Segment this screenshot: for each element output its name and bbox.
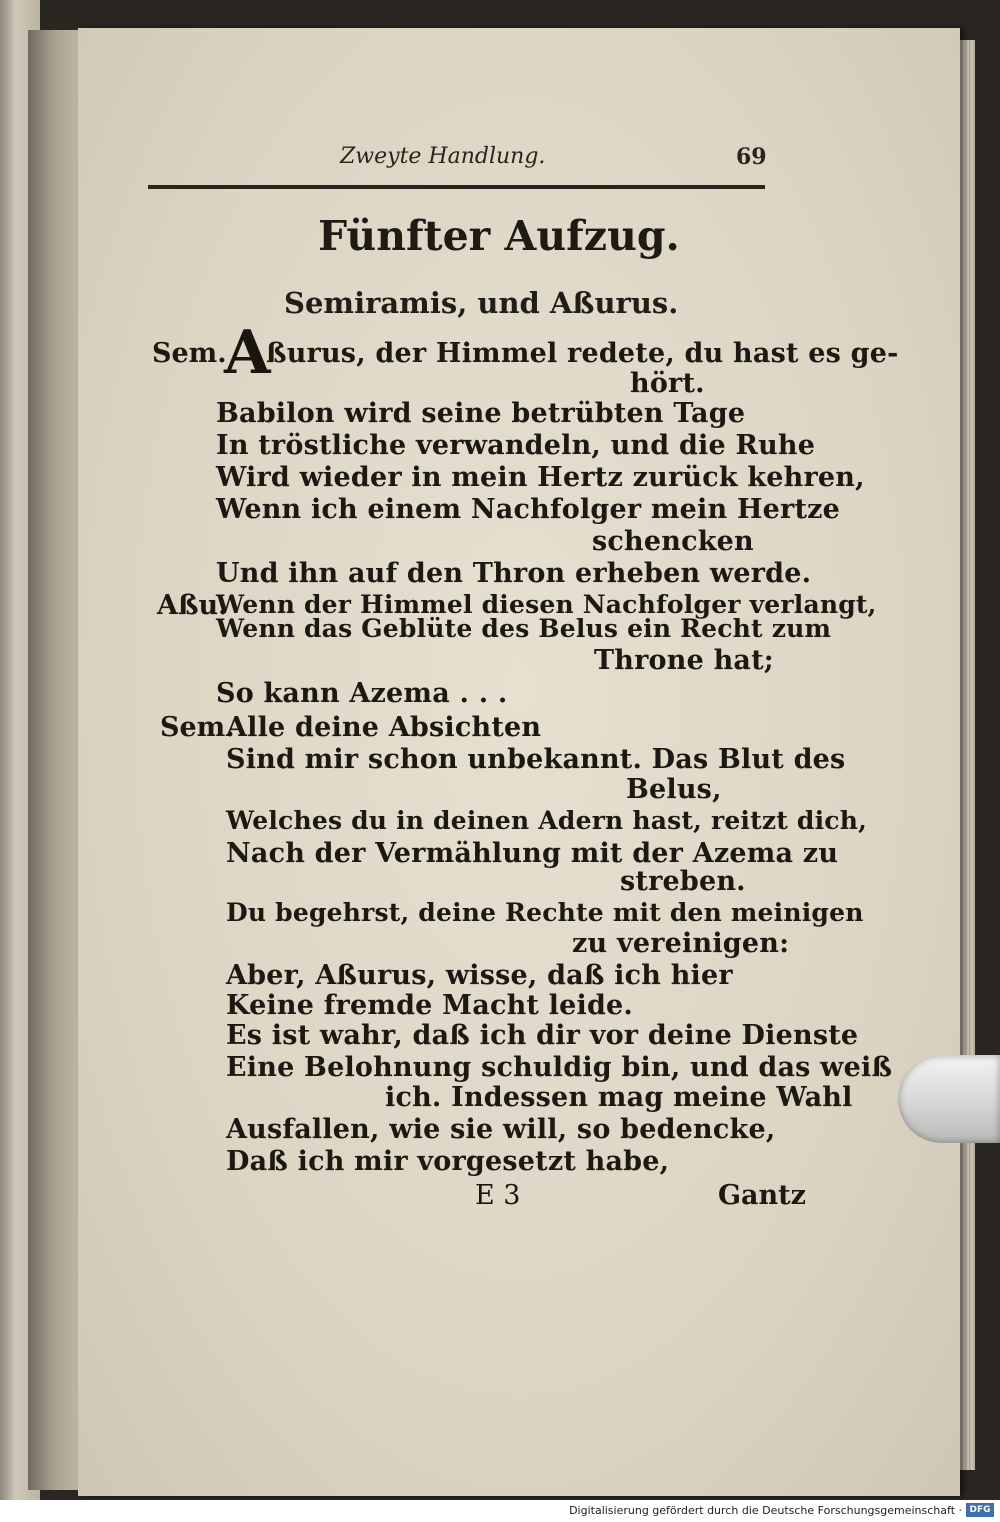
verse-line: Wird wieder in mein Hertz zurück kehren, <box>216 462 865 493</box>
verse-line: Babilon wird seine betrübten Tage <box>216 398 746 429</box>
credit-text: Digitalisierung gefördert durch die Deutsche Forschungsgemeinschaft · <box>569 1504 962 1517</box>
catchword: Gantz <box>718 1180 806 1211</box>
dfg-logo: DFG <box>966 1503 994 1517</box>
verse-line: Wenn der Himmel diesen Nachfolger verlangt, <box>216 590 877 619</box>
verse-line: Aber, Aßurus, wisse, daß ich hier <box>226 960 733 991</box>
header-rule <box>148 185 765 189</box>
verse-line: Sind mir schon unbekannt. Das Blut des <box>226 744 846 775</box>
verse-line: Nach der Vermählung mit der Azema zu <box>226 838 839 869</box>
verse-line: streben. <box>620 866 746 897</box>
verse-line: Daß ich mir vorgesetzt habe, <box>226 1146 670 1177</box>
verse-line: So kann Azema . . . <box>216 678 508 709</box>
verse-line: Wenn das Geblüte des Belus ein Recht zum <box>216 614 832 643</box>
scene-characters: Semiramis, und Aßurus. <box>284 286 679 320</box>
verse-line: Wenn ich einem Nachfolger mein Hertze <box>216 494 841 525</box>
verse-line: schencken <box>592 526 754 557</box>
speaker-label: Sem. <box>160 712 235 743</box>
verse-line: zu vereinigen: <box>572 928 790 959</box>
verse-line: hört. <box>630 368 705 399</box>
speaker-label: Aßu. <box>157 590 228 621</box>
verse-line: ßurus, der Himmel redete, du hast es ge- <box>266 338 899 369</box>
verse-line: ich. Indessen mag meine Wahl <box>385 1082 853 1113</box>
verse-line: Und ihn auf den Thron erheben werde. <box>216 558 812 589</box>
verse-line: Welches du in deinen Adern hast, reitzt dich, <box>226 806 867 835</box>
verse-line: Alle deine Absichten <box>226 712 542 743</box>
verse-line: In tröstliche verwandeln, und die Ruhe <box>216 430 816 461</box>
scene-title: Fünfter Aufzug. <box>318 212 680 260</box>
page-clip <box>898 1055 1000 1143</box>
verse-line: Es ist wahr, daß ich dir vor deine Dienste <box>226 1020 859 1051</box>
page-number: 69 <box>736 144 767 170</box>
verse-line: Throne hat; <box>594 645 774 676</box>
verse-line: Ausfallen, wie sie will, so bedencke, <box>226 1114 776 1145</box>
verse-line: Belus, <box>626 774 722 805</box>
drop-initial: A <box>224 318 271 388</box>
speaker-label: Sem. <box>152 338 227 369</box>
running-head: Zweyte Handlung. <box>340 144 546 169</box>
verse-line: Du begehrst, deine Rechte mit den meinigen <box>226 898 864 927</box>
signature-mark: E 3 <box>475 1180 521 1211</box>
verse-line: Eine Belohnung schuldig bin, und das weiß <box>226 1052 893 1083</box>
verse-line: Keine fremde Macht leide. <box>226 990 634 1021</box>
